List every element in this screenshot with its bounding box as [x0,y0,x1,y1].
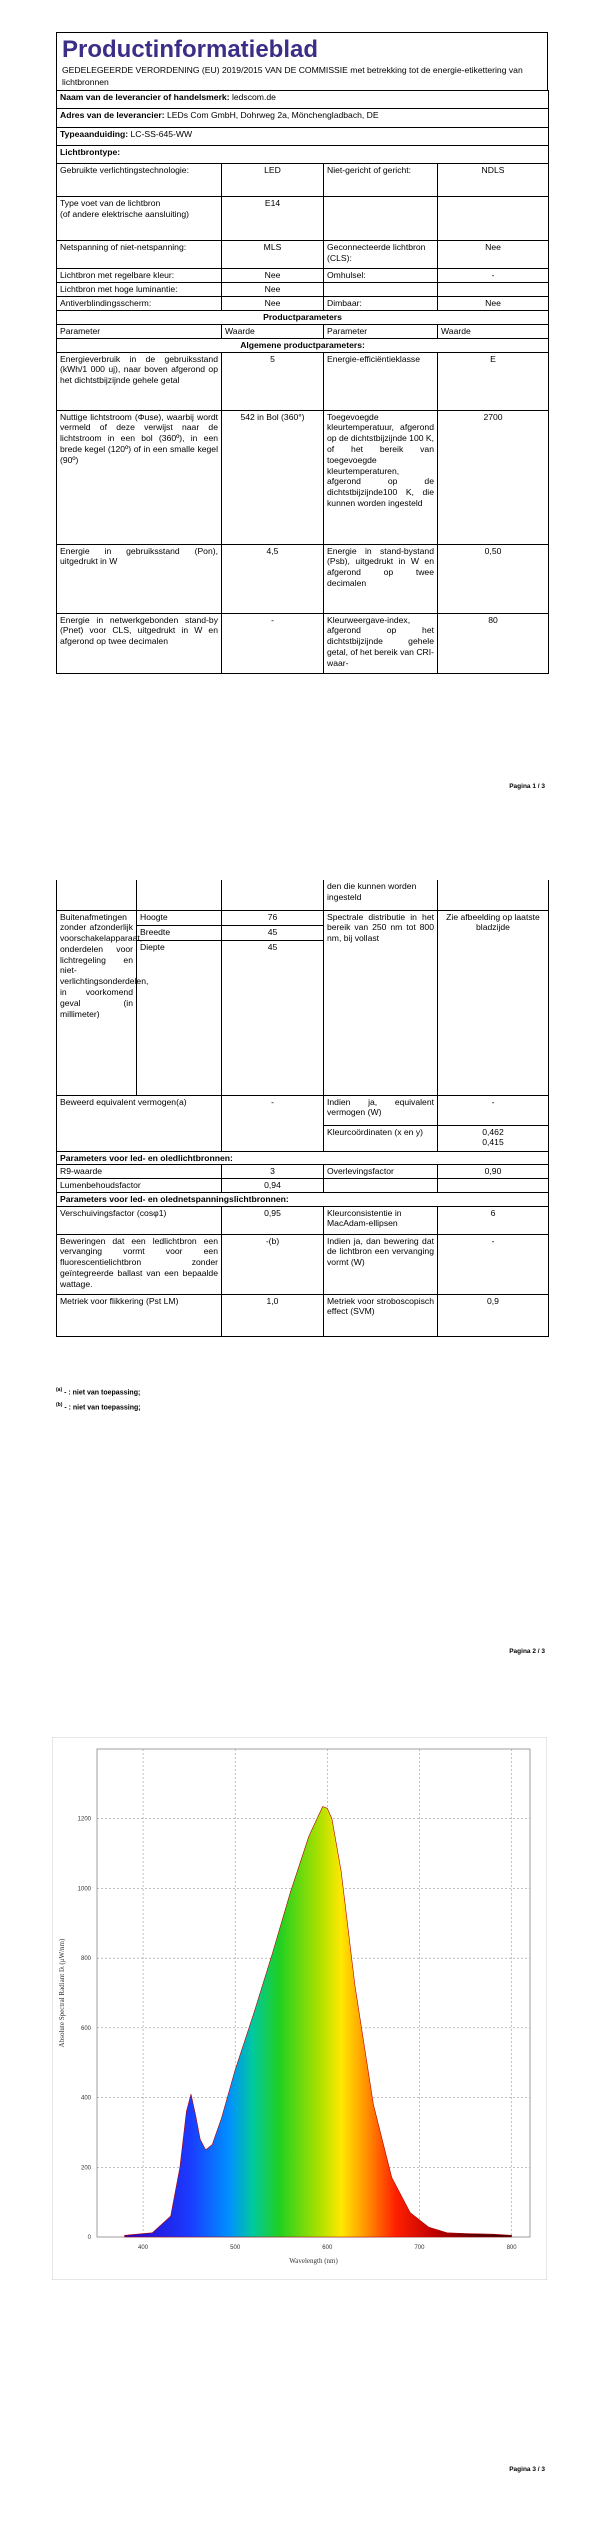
section-row [57,1151,549,1165]
y-tick-label: 200 [80,2165,91,2172]
page-number: Pagina 1 / 3 [509,783,545,790]
type-row [57,297,549,311]
footnote-a-text: : niet van toepassing; [68,1389,141,1397]
lightsource-type-row [57,146,549,164]
y-tick-label: 800 [80,1956,91,1963]
supplier-value: ledscom.de [231,92,276,103]
params-table-continued [56,880,549,1337]
type-cell: Lichtbron met regelbare kleur: [57,269,222,283]
height-value: 76 [222,910,324,925]
dimensions-label: Buitenafmetingen zonder afzonderlijk voorschakelapparaat, onderdelen voor lichtregeling en niet-verlichtingsonderdelen, in voorkomend geval (in millimeter) [57,910,137,1095]
type-cell: Antiverblindingsscherm: [57,297,222,311]
param-value: 0,50 [438,544,549,613]
section-row [57,338,549,352]
r9-value: 3 [222,1165,324,1179]
r9-label: R9-waarde [57,1165,222,1179]
model-value: LC-SS-645-WW [130,129,193,140]
param-label: Nuttige lichtstroom (Φuse), waarbij wordt vermeld of deze verwijst naar de lichtstroom in een bol (360º), in een brede kegel (120º) of in een smalle kegel (90º) [57,410,222,544]
flicker-value: 1,0 [222,1294,324,1336]
param-row [57,1294,549,1336]
page-2 [0,880,595,1680]
type-cell: LED [222,164,324,197]
equiv-label: Beweerd equivalent vermogen(a) [57,1095,222,1151]
param-value: 4,5 [222,544,324,613]
param-label: Energie in netwerkgebonden stand-by (Pnet) voor CLS, uitgedrukt in W en afgerond op twee decimalen [57,613,222,673]
address-row [57,109,549,128]
led-params-heading: Parameters voor led- en oledlichtbronnen: [57,1151,549,1165]
stroboscopic-value: 0,9 [438,1294,549,1336]
type-cell: MLS [222,241,324,269]
param-label: Energie in gebruiksstand (Pon), uitgedrukt in W [57,544,222,613]
type-cell [324,197,438,241]
chroma-label: Kleurcoördinaten (x en y) [324,1125,438,1151]
equiv-w-label: Indien ja, equivalent vermogen (W) [324,1095,438,1125]
width-value: 45 [222,925,324,940]
x-tick-label: 700 [414,2245,425,2251]
spectral-value: Zie afbeelding op laatste bladzijde [438,910,549,1095]
address-value: LEDs Com GmbH, Dohrweg 2a, Mönchengladbach, DE [167,110,379,121]
type-row [57,241,549,269]
type-cell: Nee [438,241,549,269]
lightsource-type-label: Lichtbrontype: [57,146,549,164]
retrofit-value: -(b) [222,1234,324,1294]
type-cell: Omhulsel: [324,269,438,283]
type-cell [438,283,549,297]
dimension-row [57,910,549,925]
model-row [57,128,549,146]
page-title: Productinformatieblad [62,36,319,63]
survival-label: Overlevingsfactor [324,1165,438,1179]
equiv-value: - [222,1095,324,1151]
param-row [57,1095,549,1125]
param-row [57,544,549,613]
type-row [57,197,549,241]
retrofit-label: Beweringen dat een ledlichtbron een vervanging vormt voor een fluorescentielichtbron zonder geïntegreerde ballast van een bepaalde wattage. [57,1234,222,1294]
x-tick-label: 500 [230,2245,241,2251]
footnote-a: $^{(a)}$ - : niet van toepassing; [56,1387,141,1397]
type-cell: Nee [222,283,324,297]
type-cell: Nee [222,297,324,311]
param-value: E [438,352,549,410]
title-box [56,32,548,90]
depth-value: 45 [222,940,324,1095]
info-sheet [56,32,548,674]
param-row [57,1206,549,1234]
param-label: Kleurweergave-index, afgerond op het dichtstbijzijnde gehele getal, of het bereik van CRI-waar- [324,613,438,673]
type-cell: Netspanning of niet-netspanning: [57,241,222,269]
led-mains-params-heading: Parameters voor led- en olednetspanningslichtbronnen: [57,1192,549,1206]
type-cell: NDLS [438,164,549,197]
param-label: Energie in stand-bystand (Psb), uitgedrukt in W en afgerond op twee decimalen [324,544,438,613]
col-header: Waarde [438,324,549,338]
param-value: 2700 [438,410,549,544]
y-tick-label: 1200 [77,1816,91,1823]
product-params-heading: Productparameters [57,311,549,325]
type-cell: Type voet van de lichtbron (of andere elektrische aansluiting) [57,197,222,241]
spectral-label: Spectrale distributie in het bereik van 250 nm tot 800 nm, bij vollast [324,910,438,1095]
continued-text: den die kunnen worden ingesteld [324,880,438,910]
y-tick-label: 0 [87,2235,91,2241]
col-header: Parameter [324,324,438,338]
param-row [57,352,549,410]
param-row [57,1234,549,1294]
page-3 [0,1700,595,2526]
page-number: Pagina 2 / 3 [509,1648,545,1655]
x-tick-label: 600 [322,2245,333,2251]
cosphi-label: Verschuivingsfactor (cosφ1) [57,1206,222,1234]
y-tick-label: 600 [80,2025,91,2032]
x-tick-label: 400 [138,2245,149,2251]
depth-label: Diepte [137,940,222,1095]
y-axis-label: Absolute Spectral Radiant Iλ (μW/nm) [58,1938,66,2048]
x-tick-label: 800 [506,2245,517,2251]
type-cell [438,197,549,241]
page-1 [0,0,595,800]
param-row [57,410,549,544]
param-label: Energie-efficiëntieklasse [324,352,438,410]
param-value: 80 [438,613,549,673]
type-cell: Nee [438,297,549,311]
footnote-b: $^{(b)}$ - : niet van toepassing; [56,1402,141,1412]
type-cell: Dimbaar: [324,297,438,311]
page-number: Pagina 3 / 3 [509,2466,545,2473]
macadam-label: Kleurconsistentie in MacAdam-ellipsen [324,1206,438,1234]
footnote-b-text: : niet van toepassing; [68,1404,141,1412]
supplier-row [57,91,549,109]
retrofit-w-value: - [438,1234,549,1294]
section-row [57,1192,549,1206]
spectral-chart [52,1737,547,2280]
param-row [57,613,549,673]
param-value: 542 in Bol (360°) [222,410,324,544]
param-label: Toegevoegde kleurtemperatuur, afgerond op de dichtstbijzijnde 100 K, of het bereik van toegevoegde kleurtemperaturen, afgerond op de dichtstbijzijnde100 K, die kunnen worden ingesteld [324,410,438,544]
cosphi-value: 0,95 [222,1206,324,1234]
type-row [57,164,549,197]
flicker-label: Metriek voor flikkering (Pst LM) [57,1294,222,1336]
type-cell: E14 [222,197,324,241]
type-row [57,269,549,283]
param-row [57,1179,549,1193]
lumen-value: 0,94 [222,1179,324,1193]
model-label: Typeaanduiding: [60,129,129,140]
type-cell: Lichtbron met hoge luminantie: [57,283,222,297]
column-header-row [57,324,549,338]
type-cell: Geconnecteerde lichtbron (CLS): [324,241,438,269]
lumen-label: Lumenbehoudsfactor [57,1179,222,1193]
section-row [57,311,549,325]
chroma-y: 0,415 [482,1137,504,1148]
type-cell: Nee [222,269,324,283]
general-params-heading: Algemene productparameters: [57,338,549,352]
x-axis-label: Wavelength (nm) [289,2257,338,2265]
param-value: - [222,613,324,673]
y-tick-label: 400 [80,2095,91,2102]
type-cell: Gebruikte verlichtingstechnologie: [57,164,222,197]
continued-row [57,880,549,910]
param-value: 5 [222,352,324,410]
supplier-label: Naam van de leverancier of handelsmerk: [60,92,230,103]
regulation-subtitle: GEDELEGEERDE VERORDENING (EU) 2019/2015 VAN DE COMMISSIE met betrekking tot de energie-etikettering van lichtbronnen [62,65,523,87]
address-label: Adres van de leverancier: [60,110,165,121]
stroboscopic-label: Metriek voor stroboscopisch effect (SVM) [324,1294,438,1336]
header-table [56,90,549,673]
param-row [57,1165,549,1179]
param-label: Energieverbruik in de gebruiksstand (kWh/1 000 uj), naar boven afgerond op het dichtstbijzijnde gehele getal [57,352,222,410]
equiv-w-value: - [438,1095,549,1125]
type-row [57,283,549,297]
survival-value: 0,90 [438,1165,549,1179]
type-cell: Niet-gericht of gericht: [324,164,438,197]
type-cell [324,283,438,297]
retrofit-w-label: Indien ja, dan bewering dat de lichtbron een vervanging vormt (W) [324,1234,438,1294]
height-label: Hoogte [137,910,222,925]
type-cell: - [438,269,549,283]
width-label: Breedte [137,925,222,940]
y-tick-label: 1000 [77,1886,91,1893]
col-header: Parameter [57,324,222,338]
chroma-x: 0,462 [482,1126,504,1137]
col-header: Waarde [222,324,324,338]
macadam-value: 6 [438,1206,549,1234]
